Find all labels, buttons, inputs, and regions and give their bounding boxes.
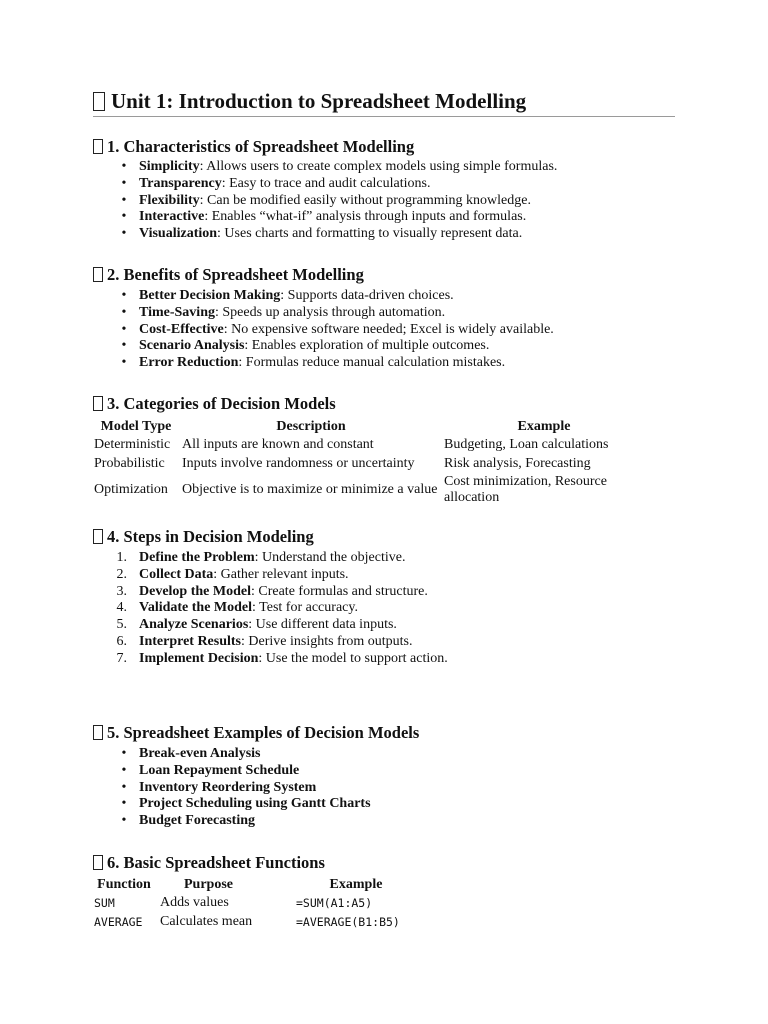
table-header-row bbox=[92, 418, 646, 435]
list-item: • Project Scheduling using Gantt Charts bbox=[93, 796, 371, 813]
list-item: 5. Analyze Scenarios: Use different data inputs. bbox=[116, 617, 397, 633]
column-header: Description bbox=[276, 419, 346, 434]
functions-table bbox=[92, 876, 418, 931]
characteristics-list bbox=[93, 159, 557, 243]
section-2-heading: 2. Benefits of Spreadsheet Modelling bbox=[93, 265, 364, 285]
list-item: • Loan Repayment Schedule bbox=[93, 763, 371, 780]
list-item: • Scenario Analysis: Enables exploration of multiple outcomes. bbox=[93, 338, 554, 355]
missing-glyph-icon bbox=[93, 725, 103, 740]
column-header: Purpose bbox=[184, 877, 233, 892]
table-cell: All inputs are known and constant bbox=[182, 436, 374, 452]
bullet-icon: • bbox=[121, 159, 127, 174]
missing-glyph-icon bbox=[93, 267, 103, 282]
bullet-icon: • bbox=[121, 209, 127, 225]
bullet-icon: • bbox=[121, 779, 127, 795]
list-item: • Visualization: Uses charts and formatting to visually represent data. bbox=[93, 226, 557, 243]
bullet-icon: • bbox=[121, 321, 127, 337]
list-item: 4. Validate the Model: Test for accuracy. bbox=[116, 600, 358, 616]
bullet-icon: • bbox=[121, 304, 127, 320]
missing-glyph-icon bbox=[93, 529, 103, 544]
missing-glyph-icon bbox=[93, 139, 103, 154]
list-item: • Inventory Reordering System bbox=[93, 780, 371, 797]
bullet-icon: • bbox=[121, 762, 127, 778]
column-header: Function bbox=[97, 877, 151, 892]
bullet-icon: • bbox=[121, 175, 127, 191]
missing-glyph-icon bbox=[93, 855, 103, 870]
table-row bbox=[92, 435, 646, 454]
table-cell: Probabilistic bbox=[94, 455, 165, 471]
list-item: • Break-even Analysis bbox=[93, 746, 371, 763]
list-item: 3. Develop the Model: Create formulas and structure. bbox=[116, 583, 428, 599]
list-item: 2. Collect Data: Gather relevant inputs. bbox=[116, 566, 349, 582]
bullet-icon: • bbox=[121, 746, 127, 761]
table-cell: Optimization bbox=[94, 482, 168, 497]
list-item: • Budget Forecasting bbox=[93, 813, 371, 830]
column-header: Example bbox=[517, 419, 571, 434]
table-row bbox=[92, 473, 646, 507]
table-cell: Budgeting, Loan calculations bbox=[444, 436, 609, 452]
table-cell: Inputs involve randomness or uncertainty bbox=[182, 455, 415, 471]
list-item: 6. Interpret Results: Derive insights from outputs. bbox=[116, 633, 413, 649]
list-item: • Time-Saving: Speeds up analysis through automation. bbox=[93, 305, 554, 322]
table-cell: Cost minimization, Resource allocation bbox=[444, 474, 607, 505]
list-item: • Flexibility: Can be modified easily without programming knowledge. bbox=[93, 193, 557, 210]
page-title: Unit 1: Introduction to Spreadsheet Modelling bbox=[93, 88, 526, 114]
decision-models-table bbox=[92, 418, 646, 507]
column-header: Model Type bbox=[100, 419, 172, 434]
list-item: • Cost-Effective: No expensive software needed; Excel is widely available. bbox=[93, 322, 554, 339]
section-1-heading: 1. Characteristics of Spreadsheet Modelling bbox=[93, 137, 414, 157]
list-item: 7. Implement Decision: Use the model to support action. bbox=[116, 650, 448, 666]
list-item: • Error Reduction: Formulas reduce manual calculation mistakes. bbox=[93, 355, 554, 372]
table-cell: =SUM(A1:A5) bbox=[296, 895, 373, 910]
table-cell: Deterministic bbox=[94, 436, 171, 452]
bullet-icon: • bbox=[121, 796, 127, 812]
table-cell: Calculates mean bbox=[160, 913, 253, 929]
table-cell: SUM bbox=[94, 895, 115, 910]
examples-list bbox=[93, 746, 371, 830]
bullet-icon: • bbox=[121, 338, 127, 354]
list-item: • Simplicity: Allows users to create complex models using simple formulas. bbox=[93, 159, 557, 176]
list-item: • Transparency: Easy to trace and audit calculations. bbox=[93, 176, 557, 193]
table-row bbox=[92, 893, 418, 912]
table-cell: AVERAGE bbox=[94, 914, 143, 929]
section-6-heading: 6. Basic Spreadsheet Functions bbox=[93, 853, 325, 873]
table-cell: =AVERAGE(B1:B5) bbox=[296, 914, 400, 929]
bullet-icon: • bbox=[121, 355, 127, 371]
list-item: 1. Define the Problem: Understand the objective. bbox=[116, 550, 406, 565]
bullet-icon: • bbox=[121, 288, 127, 303]
list-item: • Better Decision Making: Supports data-driven choices. bbox=[93, 288, 554, 305]
section-4-heading: 4. Steps in Decision Modeling bbox=[93, 527, 314, 547]
bullet-icon: • bbox=[121, 226, 127, 242]
steps-list bbox=[93, 550, 448, 668]
table-row bbox=[92, 454, 646, 473]
table-cell: Risk analysis, Forecasting bbox=[444, 455, 591, 471]
table-row bbox=[92, 912, 418, 931]
missing-glyph-icon bbox=[93, 92, 105, 111]
table-cell: Adds values bbox=[160, 894, 229, 910]
table-cell: Objective is to maximize or minimize a value bbox=[182, 482, 438, 497]
table-header-row bbox=[92, 876, 418, 893]
missing-glyph-icon bbox=[93, 396, 103, 411]
section-3-heading: 3. Categories of Decision Models bbox=[93, 394, 336, 414]
bullet-icon: • bbox=[121, 192, 127, 208]
list-item: • Interactive: Enables “what-if” analysis through inputs and formulas. bbox=[93, 209, 557, 226]
title-divider bbox=[93, 116, 675, 117]
section-5-heading: 5. Spreadsheet Examples of Decision Models bbox=[93, 723, 419, 743]
column-header: Example bbox=[329, 877, 383, 892]
benefits-list bbox=[93, 288, 554, 372]
bullet-icon: • bbox=[121, 813, 127, 829]
